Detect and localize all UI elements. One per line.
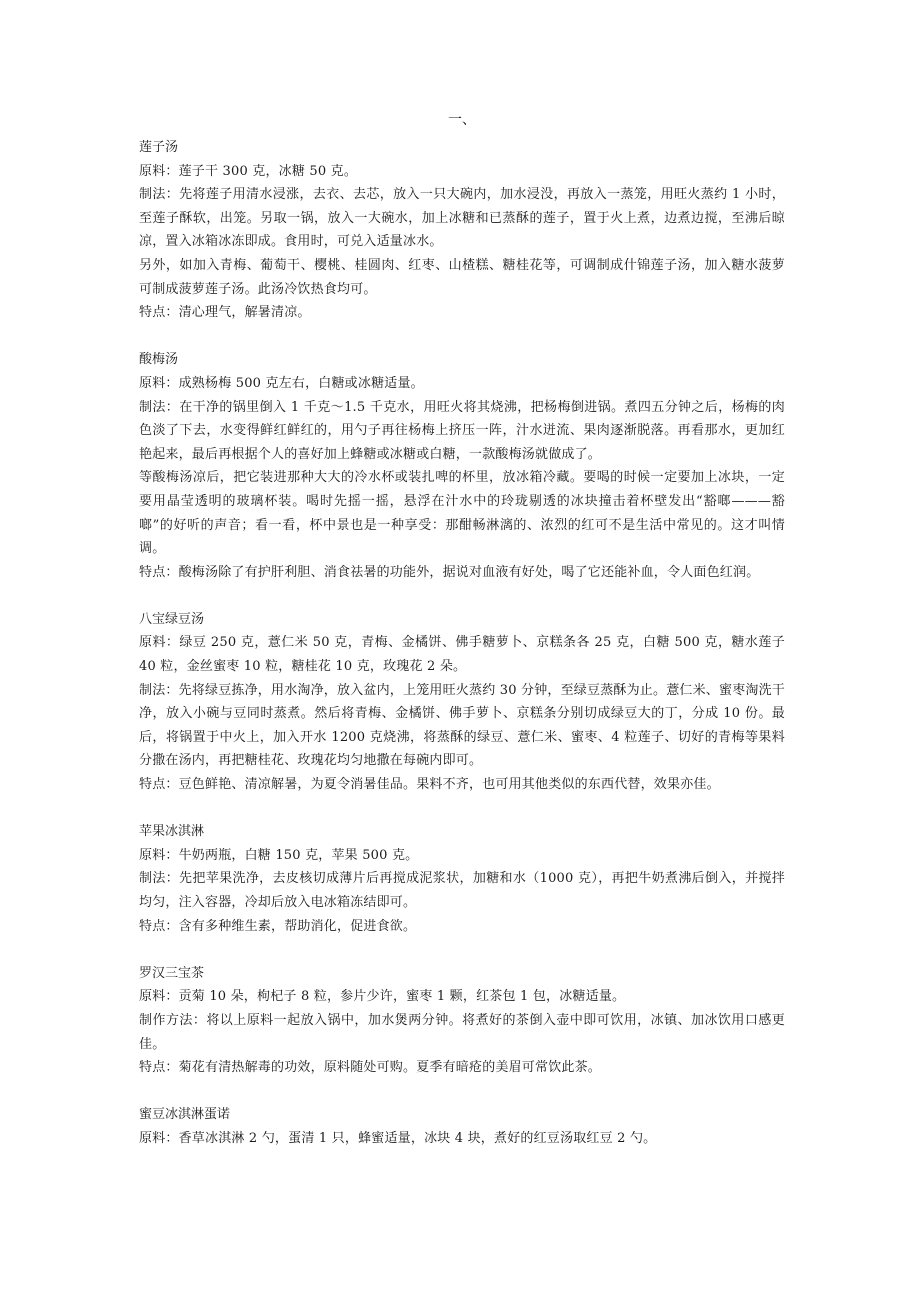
recipe-title: 蜜豆冰淇淋蛋诺 xyxy=(139,1107,231,1123)
recipe-method: 制作方法：将以上原料一起放入锅中，加水煲两分钟。将煮好的茶倒入壶中即可饮用，冰镇、加冰饮用口感更佳。 xyxy=(139,1012,785,1052)
recipe-title: 罗汉三宝茶 xyxy=(139,965,205,981)
recipe-ingredients: 原料：成熟杨梅 500 克左右，白糖或冰糖适量。 xyxy=(139,375,424,391)
recipe-method: 制法：先将绿豆拣净，用水淘净，放入盆内，上笼用旺火蒸约 30 分钟，至绿豆蒸酥为止。薏仁米、蜜枣淘洗干净，放入小碗与豆同时蒸煮。然后将青梅、金橘饼、佛手萝卜、京糕条分别切成绿豆大的丁，分成 10 份。最后，将锅置于中火上，加入开水 1200 克烧沸，将蒸酥的绿豆、薏仁米、蜜枣、4 粒莲子、切好的青梅等果料分撒在汤内，再把糖桂花、玫瑰花均匀地撒在每碗内即可。 xyxy=(139,682,786,769)
recipe-eight-treasure-mung-bean-soup xyxy=(139,608,785,797)
page-heading: 一、 xyxy=(448,112,476,128)
recipe-apple-ice-cream xyxy=(139,820,785,938)
section-gap xyxy=(139,1080,785,1104)
recipe-ingredients: 原料：牛奶两瓶，白糖 150 克，苹果 500 克。 xyxy=(139,847,419,863)
recipe-features: 特点：含有多种维生素，帮助消化，促进食欲。 xyxy=(139,918,417,934)
recipe-features: 特点：酸梅汤除了有护肝利胆、消食祛暑的功能外，据说对血液有好处，喝了它还能补血，令人面色红润。 xyxy=(139,564,760,580)
section-gap xyxy=(139,325,785,349)
recipe-title: 苹果冰淇淋 xyxy=(139,824,205,840)
recipe-ingredients: 原料：绿豆 250 克，薏仁米 50 克，青梅、金橘饼、佛手糖萝卜、京糕条各 25 克，白糖 500 克，糖水莲子 40 粒，金丝蜜枣 10 粒，糖桂花 10 克，玫瑰花 2 朵。 xyxy=(139,635,785,675)
recipe-honey-bean-ice-cream-nog xyxy=(139,1103,785,1150)
section-gap xyxy=(139,938,785,962)
recipe-features: 特点：菊花有清热解毒的功效，原料随处可购。夏季有暗疮的美眉可常饮此茶。 xyxy=(139,1060,602,1076)
recipe-lotus-seed-soup xyxy=(139,136,785,325)
recipe-ingredients: 原料：莲子干 300 克，冰糖 50 克。 xyxy=(139,163,358,179)
recipe-features: 特点：豆色鲜艳、清凉解暑，为夏令消暑佳品。果料不齐，也可用其他类似的东西代替，效果亦佳。 xyxy=(139,777,720,793)
recipe-title: 酸梅汤 xyxy=(139,352,179,368)
recipe-sour-plum-soup xyxy=(139,348,785,584)
recipe-title: 八宝绿豆汤 xyxy=(139,611,205,627)
recipe-ingredients: 原料：贡菊 10 朵，枸杞子 8 粒，参片少许，蜜枣 1 颗，红茶包 1 包，冰糖适量。 xyxy=(139,989,626,1005)
recipe-ingredients: 原料：香草冰淇淋 2 勺，蛋清 1 只，蜂蜜适量，冰块 4 块，煮好的红豆汤取红豆 2 勺。 xyxy=(139,1130,657,1146)
recipe-luohan-three-treasure-tea xyxy=(139,962,785,1080)
document-page xyxy=(139,110,785,1151)
recipe-features: 特点：清心理气，解暑清凉。 xyxy=(139,305,311,321)
recipe-serving: 等酸梅汤凉后，把它装进那种大大的冷水杯或装扎啤的杯里，放冰箱冷藏。要喝的时候一定要加上冰块，一定要用晶莹透明的玻璃杯装。喝时先摇一摇，悬浮在汁水中的玲珑剔透的冰块撞击着杯壁发出“豁啷———豁啷”的好听的声音；看一看，杯中景也是一种享受：那酣畅淋漓的、浓烈的红可不是生活中常见的。这才叫情调。 xyxy=(139,470,785,557)
recipe-method: 制法：先将莲子用清水浸涨，去衣、去芯，放入一只大碗内，加水浸没，再放入一蒸笼，用旺火蒸约 1 小时，至莲子酥软，出笼。另取一锅，放入一大碗水，加上冰糖和已蒸酥的莲子，置于火上煮，边煮边搅，至沸后晾凉，置入冰箱冰冻即成。食用时，可兑入适量冰水。 xyxy=(139,187,785,250)
recipe-title: 莲子汤 xyxy=(139,140,179,155)
recipe-method: 制法：先把苹果洗净，去皮核切成薄片后再搅成泥浆状，加糖和水（1000 克），再把牛奶煮沸后倒入，并搅拌均匀，注入容器，冷却后放入电冰箱冻结即可。 xyxy=(139,871,785,910)
recipe-variation: 另外，如加入青梅、葡萄干、樱桃、桂圆肉、红枣、山楂糕、糖桂花等，可调制成什锦莲子汤，加入糖水菠萝可制成菠萝莲子汤。此汤冷饮热食均可。 xyxy=(139,257,785,297)
recipe-method: 制法：在干净的锅里倒入 1 千克～1.5 千克水，用旺火将其烧沸，把杨梅倒进锅。煮四五分钟之后，杨梅的肉色淡了下去，水变得鲜红鲜红的，用勺子再往杨梅上挤压一阵，汁水迸流、果肉逐渐脱落。再看那水，更加红艳起来，最后再根据个人的喜好加上蜂糖或冰糖或白糖，一款酸梅汤就做成了。 xyxy=(139,399,785,462)
section-gap xyxy=(139,584,785,608)
section-gap xyxy=(139,797,785,821)
